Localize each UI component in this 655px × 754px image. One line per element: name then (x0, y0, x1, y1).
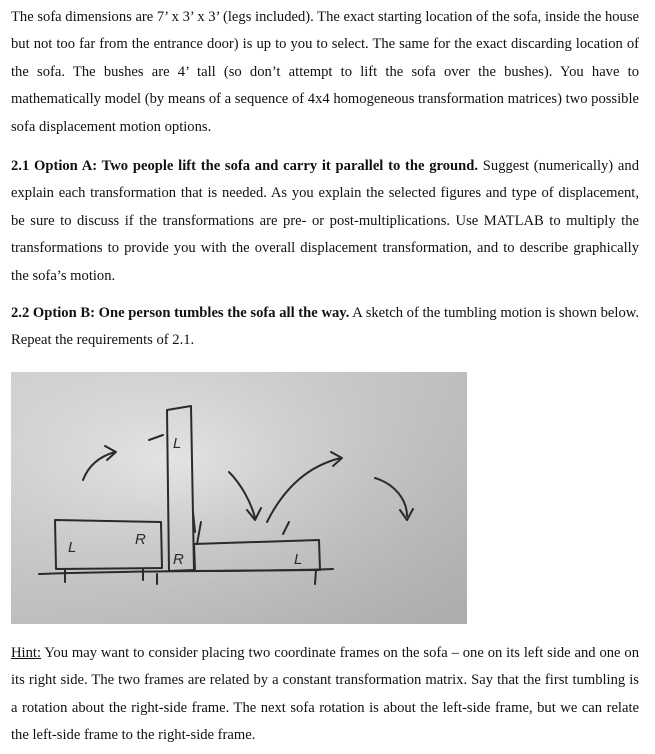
option-a-text: Suggest (numerically) and explain each transformation that is needed. As you explain the selected figures and type of displacement, be sure to discuss if the transformations are pre- or post-multiplications. Use MATLAB to multiply the transformations to provide you with the overall displacement transformation, and to describe graphically the sofa’s motion. (11, 158, 639, 284)
hint-label: Hint: (11, 645, 41, 661)
sketch-label-1: L (68, 539, 77, 556)
intro-text: The sofa dimensions are 7’ x 3’ x 3’ (legs included). The exact starting location of the sofa, inside the house but not too far from the entrance door) is up to you to select. The same for the exact discarding location of the sofa. The bushes are 4’ tall (so don’t attempt to lift the sofa over the bushes). You have to mathematically model (by means of a sequence of 4x4 homogeneous transformation matrices) two possible sofa displacement motion options. (11, 9, 639, 135)
intro-paragraph (11, 4, 639, 141)
hint-paragraph (11, 640, 639, 750)
option-b-paragraph (11, 300, 639, 355)
option-b-text: A sketch of the tumbling motion is shown below. Repeat the requirements of 2.1. (11, 305, 639, 349)
sketch-label-4: R (173, 551, 184, 568)
option-b-heading: 2.2 Option B: One person tumbles the sofa all the way. (11, 305, 350, 321)
sketch-label-2: R (135, 531, 146, 548)
option-a-heading: 2.1 Option A: Two people lift the sofa and carry it parallel to the ground. (11, 158, 479, 174)
tumbling-sketch-photo (11, 372, 467, 624)
hint-text: You may want to consider placing two coordinate frames on the sofa – one on its left side and one on its right side. The two frames are related by a constant transformation matrix. Say that the first tumbling is a rotation about the right-side frame. The next sofa rotation is about the left-side frame, but we can relate the left-side frame to the right-side frame. (11, 645, 639, 744)
sketch-label-5: L (294, 551, 303, 568)
sketch-label-3: L (173, 435, 182, 452)
option-a-paragraph (11, 153, 639, 290)
